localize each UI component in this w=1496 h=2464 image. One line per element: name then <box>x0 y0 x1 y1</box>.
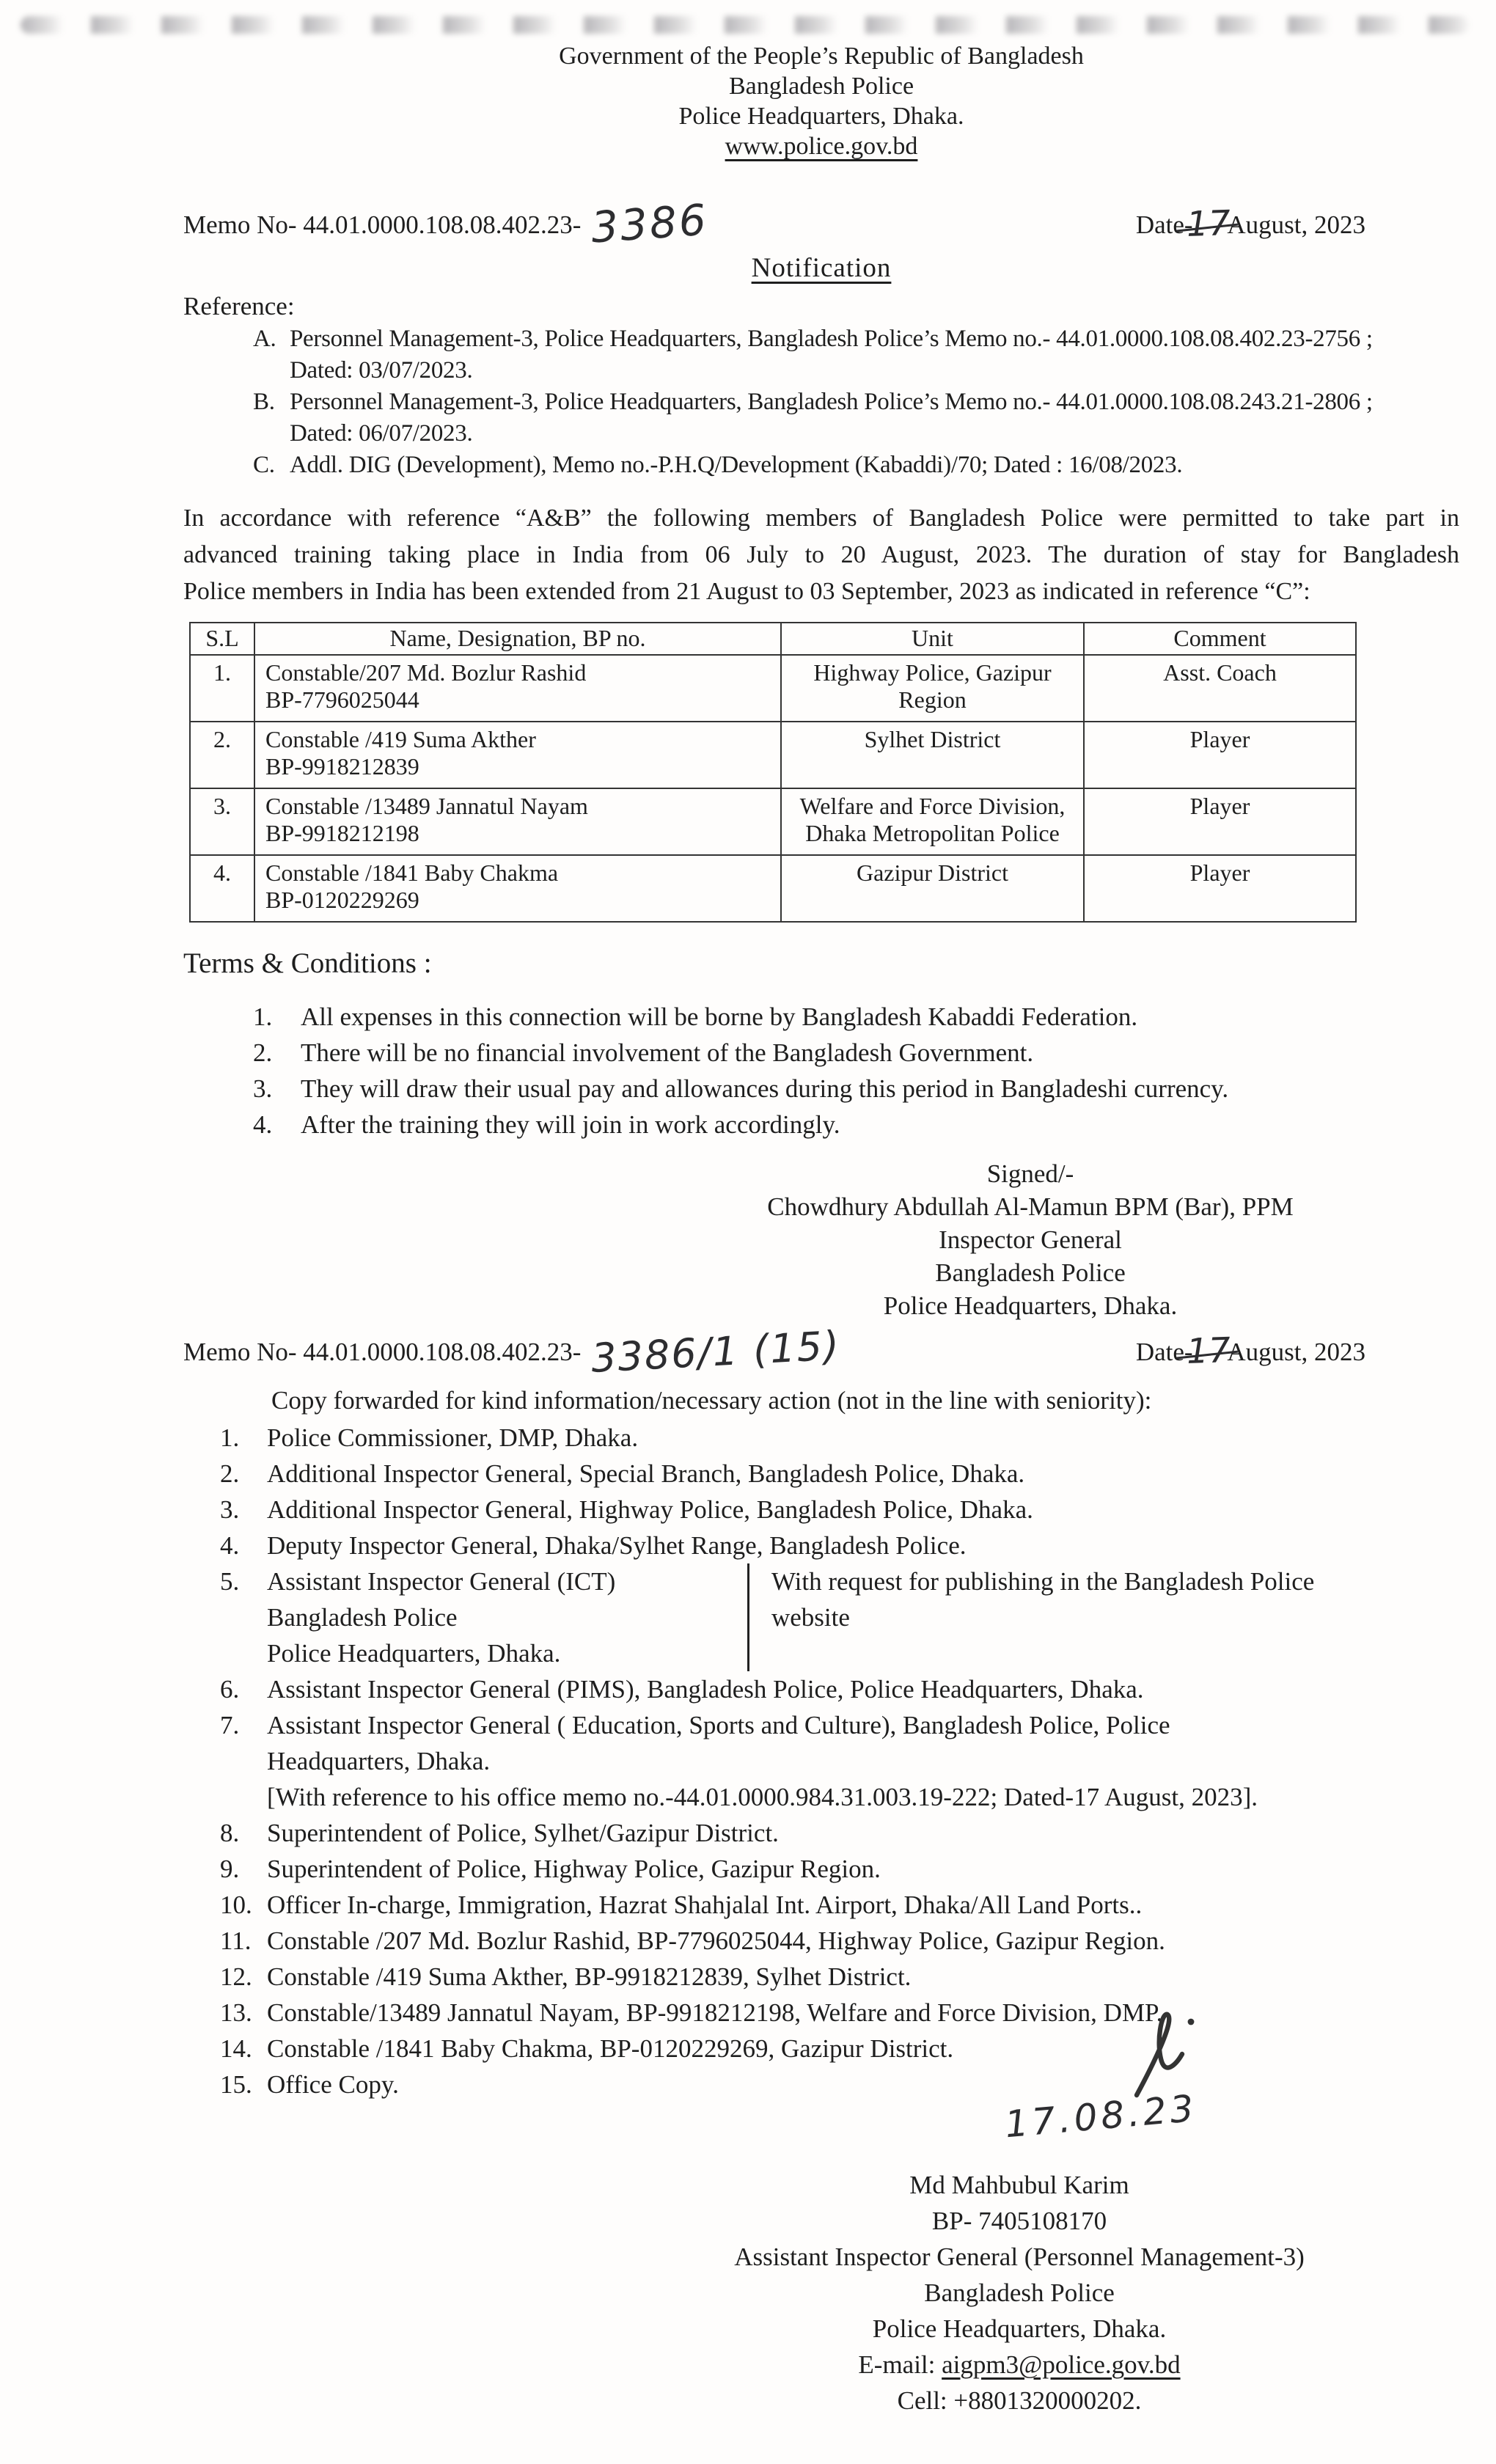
reference-item-a <box>183 323 1459 386</box>
signatory-title: Assistant Inspector General (Personnel Management-3) <box>734 2243 1305 2271</box>
row2-sl: 2. <box>190 722 254 788</box>
item-number: 7. <box>220 1711 240 1739</box>
terms-item-text: After the training they will join in work accordingly. <box>301 1110 840 1139</box>
item-text: Superintendent of Police, Sylhet/Gazipur District. <box>267 1819 779 1847</box>
item-text: Deputy Inspector General, Dhaka/Sylhet Range, Bangladesh Police. <box>267 1531 967 1560</box>
row4-bp: BP-0120229269 <box>265 887 419 913</box>
item-text: Constable /1841 Baby Chakma, BP-0120229269, Gazipur District. <box>267 2034 954 2063</box>
terms-item <box>183 1071 1459 1107</box>
row3-comment: Player <box>1084 788 1356 855</box>
item5-address <box>267 1563 747 1671</box>
item-text: Officer In-charge, Immigration, Hazrat Shahjalal Int. Airport, Dhaka/All Land Ports.. <box>267 1891 1143 1919</box>
reference-item-b <box>183 386 1459 450</box>
terms-item <box>183 1107 1459 1143</box>
list-item <box>183 1420 1459 1456</box>
signatory-bp: BP- 7405108170 <box>931 2207 1107 2235</box>
item-text: Constable /419 Suma Akther, BP-9918212839, Sylhet District. <box>267 1962 912 1991</box>
item-number: 8. <box>220 1819 240 1847</box>
item-text: Office Copy. <box>267 2070 399 2099</box>
item5-split <box>267 1563 1459 1671</box>
letterhead-org-line: Bangladesh Police <box>728 73 914 100</box>
row2-bp: BP-9918212839 <box>265 753 419 780</box>
terms-item-number: 3. <box>253 1074 273 1103</box>
email-link[interactable]: aigpm3@police.gov.bd <box>942 2350 1181 2379</box>
row1-unit: Highway Police, Gazipur Region <box>781 655 1084 722</box>
signed-name: Chowdhury Abdullah Al-Mamun BPM (Bar), PPM <box>767 1192 1294 1221</box>
memo-line-1 <box>183 194 1459 253</box>
row4-name: Constable /1841 Baby Chakma <box>265 859 559 886</box>
list-item <box>183 1923 1459 1959</box>
reference-item-b-line1: Personnel Management-3, Police Headquarters, Bangladesh Police’s Memo no.- 44.01.0000.108.08.243.21-2806 ; <box>290 389 1373 415</box>
intro-line-1: In accordance with reference “A&B” the following members of Bangladesh Police were permitted to take part in <box>183 505 1459 532</box>
list-item <box>183 1492 1459 1528</box>
col-header-unit: Unit <box>781 623 1084 655</box>
terms-item-text: All expenses in this connection will be borne by Bangladesh Kabaddi Federation. <box>301 1002 1138 1031</box>
terms-item-number: 1. <box>253 1002 273 1031</box>
item-text: Assistant Inspector General (PIMS), Bangladesh Police, Police Headquarters, Dhaka. <box>267 1675 1144 1704</box>
list-item <box>183 1995 1459 2031</box>
row2-comment: Player <box>1084 722 1356 788</box>
list-item-ict-with-note <box>183 1563 1459 1671</box>
reference-item-c-line1: Addl. DIG (Development), Memo no.-P.H.Q/Development (Kabaddi)/70; Dated : 16/08/2023. <box>290 452 1183 478</box>
list-item <box>183 1887 1459 1923</box>
item-number: 5. <box>220 1567 240 1596</box>
item-number: 10. <box>220 1891 252 1919</box>
col-header-comment: Comment <box>1084 623 1356 655</box>
col-header-name: Name, Designation, BP no. <box>254 623 781 655</box>
reference-item-c-letter: C. <box>253 452 275 478</box>
terms-item <box>183 1035 1459 1071</box>
memo2-left <box>183 1322 842 1382</box>
item7-note: [With reference to his office memo no.-44.01.0000.984.31.003.19-222; Dated-17 August, 2023]. <box>267 1783 1258 1811</box>
row3-name: Constable /13489 Jannatul Nayam <box>265 793 588 819</box>
signed-block <box>627 1157 1434 1322</box>
item-text: Additional Inspector General, Highway Police, Bangladesh Police, Dhaka. <box>267 1495 1033 1524</box>
signatory-name: Md Mahbubul Karim <box>909 2171 1129 2199</box>
col-header-sl: S.L <box>190 623 254 655</box>
memo-line-2 <box>183 1322 1459 1382</box>
item7-line2: Headquarters, Dhaka. <box>267 1747 491 1775</box>
item-number: 12. <box>220 1962 252 1991</box>
item-number: 3. <box>220 1495 240 1524</box>
list-item <box>183 1456 1459 1492</box>
item-text: Constable /207 Md. Bozlur Rashid, BP-7796025044, Highway Police, Gazipur Region. <box>267 1926 1165 1955</box>
reference-item-a-line2: Dated: 03/07/2023. <box>290 357 473 384</box>
row1-name: Constable/207 Md. Bozlur Rashid <box>265 659 587 686</box>
item-number: 4. <box>220 1531 240 1560</box>
item5-line1: Assistant Inspector General (ICT) <box>267 1567 616 1596</box>
item-number: 9. <box>220 1855 240 1883</box>
list-item <box>183 1959 1459 1995</box>
reference-item-a-line1: Personnel Management-3, Police Headquarters, Bangladesh Police’s Memo no.- 44.01.0000.108.08.402.23-2756 ; <box>290 326 1373 352</box>
terms-item-number: 2. <box>253 1038 273 1067</box>
terms-list <box>183 999 1459 1143</box>
item5-note-line1: With request for publishing in the Bangladesh Police <box>771 1567 1315 1596</box>
signed-org: Bangladesh Police <box>935 1258 1126 1287</box>
item-number: 15. <box>220 2070 252 2099</box>
memo1-date-suffix: August, 2023 <box>1227 210 1365 239</box>
reference-item-c <box>183 450 1459 481</box>
memo1-date-day-handwritten: 17 <box>1185 202 1231 246</box>
memo2-printed-number: Memo No- 44.01.0000.108.08.402.23- <box>183 1338 582 1366</box>
signed-title: Inspector General <box>939 1225 1122 1254</box>
reference-item-a-letter: A. <box>253 326 276 352</box>
terms-item-text: There will be no financial involvement of the Bangladesh Government. <box>301 1038 1034 1067</box>
terms-heading: Terms & Conditions : <box>183 947 432 979</box>
signatory-org: Bangladesh Police <box>924 2278 1115 2307</box>
intro-line-3: Police members in India has been extended from 21 August to 03 September, 2023 as indicated in reference “C”: <box>183 578 1310 605</box>
reference-item-b-letter: B. <box>253 389 275 415</box>
row1-sl: 1. <box>190 655 254 722</box>
letterhead-government-line: Government of the People’s Republic of Bangladesh <box>559 43 1084 70</box>
signature-area <box>183 2086 1459 2464</box>
terms-item <box>183 999 1459 1035</box>
signed-label: Signed/- <box>986 1159 1074 1188</box>
terms-item-number: 4. <box>253 1110 273 1139</box>
row2-name-cell <box>254 722 781 788</box>
memo2-date <box>1135 1329 1365 1373</box>
signatory-email-line <box>616 2347 1423 2383</box>
table-row <box>190 855 1356 922</box>
item5-line2: Bangladesh Police <box>267 1603 458 1632</box>
row4-sl: 4. <box>190 855 254 922</box>
item-number: 13. <box>220 1998 252 2027</box>
signed-location: Police Headquarters, Dhaka. <box>883 1291 1178 1320</box>
website-link[interactable]: www.police.gov.bd <box>725 133 918 160</box>
personnel-table <box>189 622 1357 923</box>
item-text: Additional Inspector General, Special Branch, Bangladesh Police, Dhaka. <box>267 1459 1025 1488</box>
memo1-date-prefix: Date- <box>1135 210 1193 239</box>
item-number: 1. <box>220 1423 240 1452</box>
table-header-row <box>190 623 1356 655</box>
table-row <box>190 722 1356 788</box>
list-item-education-sports <box>183 1707 1459 1815</box>
memo2-date-suffix: August, 2023 <box>1227 1338 1365 1366</box>
email-label: E-mail: <box>858 2350 942 2379</box>
notification-title: Notification <box>751 253 892 283</box>
reference-label: Reference: <box>183 292 295 320</box>
row1-bp: BP-7796025044 <box>265 686 419 713</box>
item-text: Superintendent of Police, Highway Police, Gazipur Region. <box>267 1855 881 1883</box>
notification-title-row <box>183 252 1459 284</box>
item5-note-line2: website <box>771 1603 850 1632</box>
terms-item-text: They will draw their usual pay and allowances during this period in Bangladeshi currency. <box>301 1074 1229 1103</box>
signatory-location: Police Headquarters, Dhaka. <box>872 2314 1167 2343</box>
list-item <box>183 1671 1459 1707</box>
row3-bp: BP-9918212198 <box>265 820 419 846</box>
row1-comment: Asst. Coach <box>1084 655 1356 722</box>
reference-item-b-line2: Dated: 06/07/2023. <box>290 420 473 447</box>
item7-line1: Assistant Inspector General ( Education, Sports and Culture), Bangladesh Police, Police <box>267 1711 1170 1739</box>
document-content <box>183 0 1459 2464</box>
letterhead <box>183 0 1459 161</box>
memo2-date-day-handwritten: 17 <box>1185 1330 1231 1373</box>
row3-sl: 3. <box>190 788 254 855</box>
copy-forwarded-list <box>183 1420 1459 2102</box>
memo1-handwritten-number: 3386 <box>590 194 711 253</box>
row4-name-cell <box>254 855 781 922</box>
item-text: Constable/13489 Jannatul Nayam, BP-9918212198, Welfare and Force Division, DMP. <box>267 1998 1163 2027</box>
table-row <box>190 655 1356 722</box>
letterhead-location-line: Police Headquarters, Dhaka. <box>678 103 964 130</box>
intro-line-2: advanced training taking place in India from 06 July to 20 August, 2023. The duration of stay for Bangladesh <box>183 541 1459 568</box>
row3-unit: Welfare and Force Division, Dhaka Metropolitan Police <box>781 788 1084 855</box>
signatory-block <box>616 2167 1423 2419</box>
list-item <box>183 2031 1459 2067</box>
item-number: 2. <box>220 1459 240 1488</box>
memo2-handwritten-number: 3386/1 (15) <box>590 1322 842 1382</box>
row4-comment: Player <box>1084 855 1356 922</box>
row4-unit: Gazipur District <box>781 855 1084 922</box>
copy-forwarded-intro: Copy forwarded for kind information/necessary action (not in the line with seniority): <box>271 1386 1152 1415</box>
item-text: Police Commissioner, DMP, Dhaka. <box>267 1423 639 1452</box>
list-item <box>183 1815 1459 1851</box>
list-item <box>183 1851 1459 1887</box>
memo1-date <box>1135 202 1365 246</box>
memo1-left <box>183 194 711 253</box>
memo1-printed-number: Memo No- 44.01.0000.108.08.402.23- <box>183 210 582 239</box>
list-item <box>183 2067 1459 2102</box>
intro-paragraph <box>183 500 1459 610</box>
item-number: 14. <box>220 2034 252 2063</box>
row3-name-cell <box>254 788 781 855</box>
row1-name-cell <box>254 655 781 722</box>
row2-name: Constable /419 Suma Akther <box>265 726 536 752</box>
row2-unit: Sylhet District <box>781 722 1084 788</box>
item-number: 11. <box>220 1926 252 1955</box>
item5-line3: Police Headquarters, Dhaka. <box>267 1639 561 1668</box>
signature-date-handwritten: 17.08.23 <box>1002 2086 1199 2146</box>
signatory-cell: Cell: +8801320000202. <box>897 2386 1142 2415</box>
list-item <box>183 1528 1459 1563</box>
item-number: 6. <box>220 1675 240 1704</box>
item5-note <box>749 1563 1409 1671</box>
memo2-date-prefix: Date- <box>1135 1338 1193 1366</box>
table-row <box>190 788 1356 855</box>
